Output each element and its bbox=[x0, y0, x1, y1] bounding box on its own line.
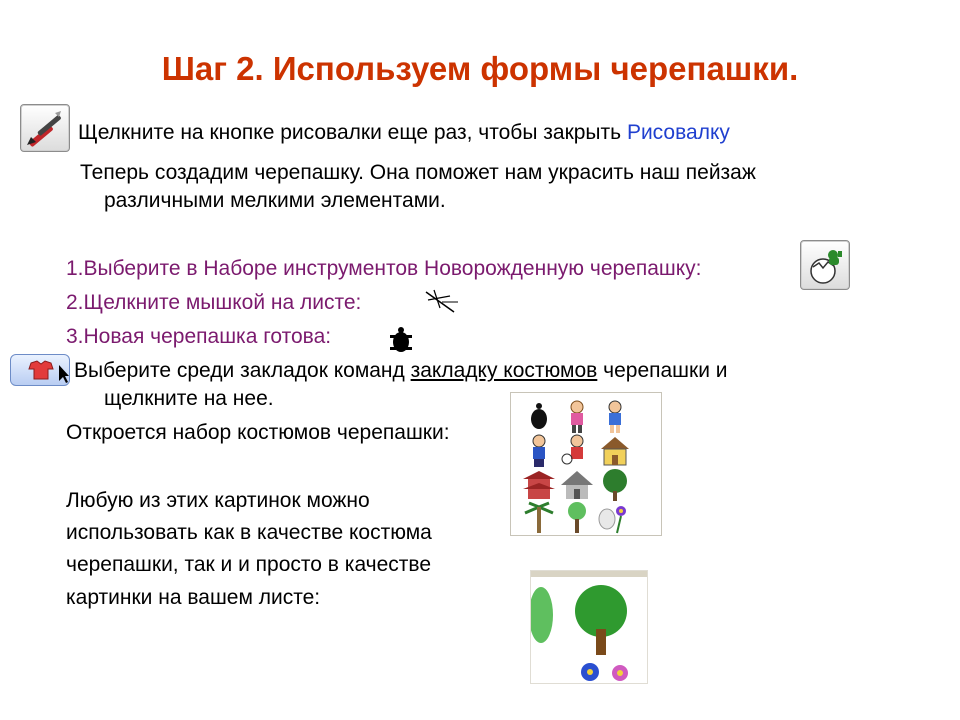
costume-girl[interactable] bbox=[559, 399, 595, 435]
instruction-line-1 bbox=[78, 118, 730, 148]
costume-text-post: черепашки и bbox=[597, 359, 728, 382]
turtle-hatch-icon bbox=[801, 241, 849, 289]
costume-pagoda[interactable] bbox=[521, 467, 557, 503]
step-1: 1.Выберите в Наборе инструментов Новорожденную черепашку: bbox=[66, 257, 702, 280]
intro-line-2: различными мелкими элементами. bbox=[104, 189, 446, 212]
para-line-3: черепашки, так и и просто в качестве bbox=[66, 553, 431, 576]
costume-tab-icon bbox=[11, 355, 69, 385]
step-3: 3.Новая черепашка готова: bbox=[66, 325, 332, 348]
costume-big-tree[interactable] bbox=[565, 583, 637, 657]
costume-tab-button[interactable] bbox=[10, 354, 70, 386]
costume-girl-2[interactable] bbox=[559, 433, 595, 469]
turtle-icon bbox=[386, 326, 416, 356]
para-line-4: картинки на вашем листе: bbox=[66, 586, 321, 609]
costume-tree-dark[interactable] bbox=[597, 467, 633, 503]
crosshair-cursor-icon bbox=[424, 288, 460, 318]
costume-text-pre: Выберите среди закладок команд bbox=[74, 359, 411, 382]
costume-instruction-line-1 bbox=[74, 356, 728, 386]
page-title: Шаг 2. Используем формы черепашки. bbox=[161, 50, 799, 87]
painter-brush-icon bbox=[21, 105, 69, 151]
costume-boy[interactable] bbox=[597, 399, 633, 435]
para-line-2: использовать как в качестве костюма bbox=[66, 521, 432, 544]
step-2: 2.Щелкните мышкой на листе: bbox=[66, 291, 362, 314]
newborn-turtle-button[interactable] bbox=[800, 240, 850, 290]
costume-flower[interactable] bbox=[597, 499, 633, 535]
costume-panel-2 bbox=[530, 570, 648, 684]
painter-link[interactable]: Рисовалку bbox=[626, 121, 730, 144]
costume-tab-link[interactable]: закладку костюмов bbox=[410, 359, 598, 382]
costume-boy-2[interactable] bbox=[521, 433, 557, 469]
costume-turtle[interactable] bbox=[521, 399, 557, 435]
opens-text: Откроется набор костюмов черепашки: bbox=[66, 421, 450, 444]
para-line-1: Любую из этих картинок можно bbox=[66, 489, 370, 512]
painter-button[interactable] bbox=[20, 104, 70, 152]
costume-sapling[interactable] bbox=[559, 499, 595, 535]
costume-panel bbox=[510, 392, 662, 536]
costume-hut[interactable] bbox=[559, 467, 595, 503]
costume-bush[interactable] bbox=[531, 583, 557, 647]
costume-pink-flower[interactable] bbox=[609, 663, 631, 683]
costume-instruction-line-2: щелкните на нее. bbox=[104, 387, 274, 410]
costume-blue-flower[interactable] bbox=[579, 661, 601, 683]
costume-house[interactable] bbox=[597, 433, 633, 469]
costume-palm[interactable] bbox=[521, 499, 557, 535]
intro-line-1: Теперь создадим черепашку. Она поможет нам украсить наш пейзаж bbox=[80, 161, 756, 184]
instruction-text: Щелкните на кнопке рисовалки еще раз, чтобы закрыть bbox=[78, 121, 627, 144]
